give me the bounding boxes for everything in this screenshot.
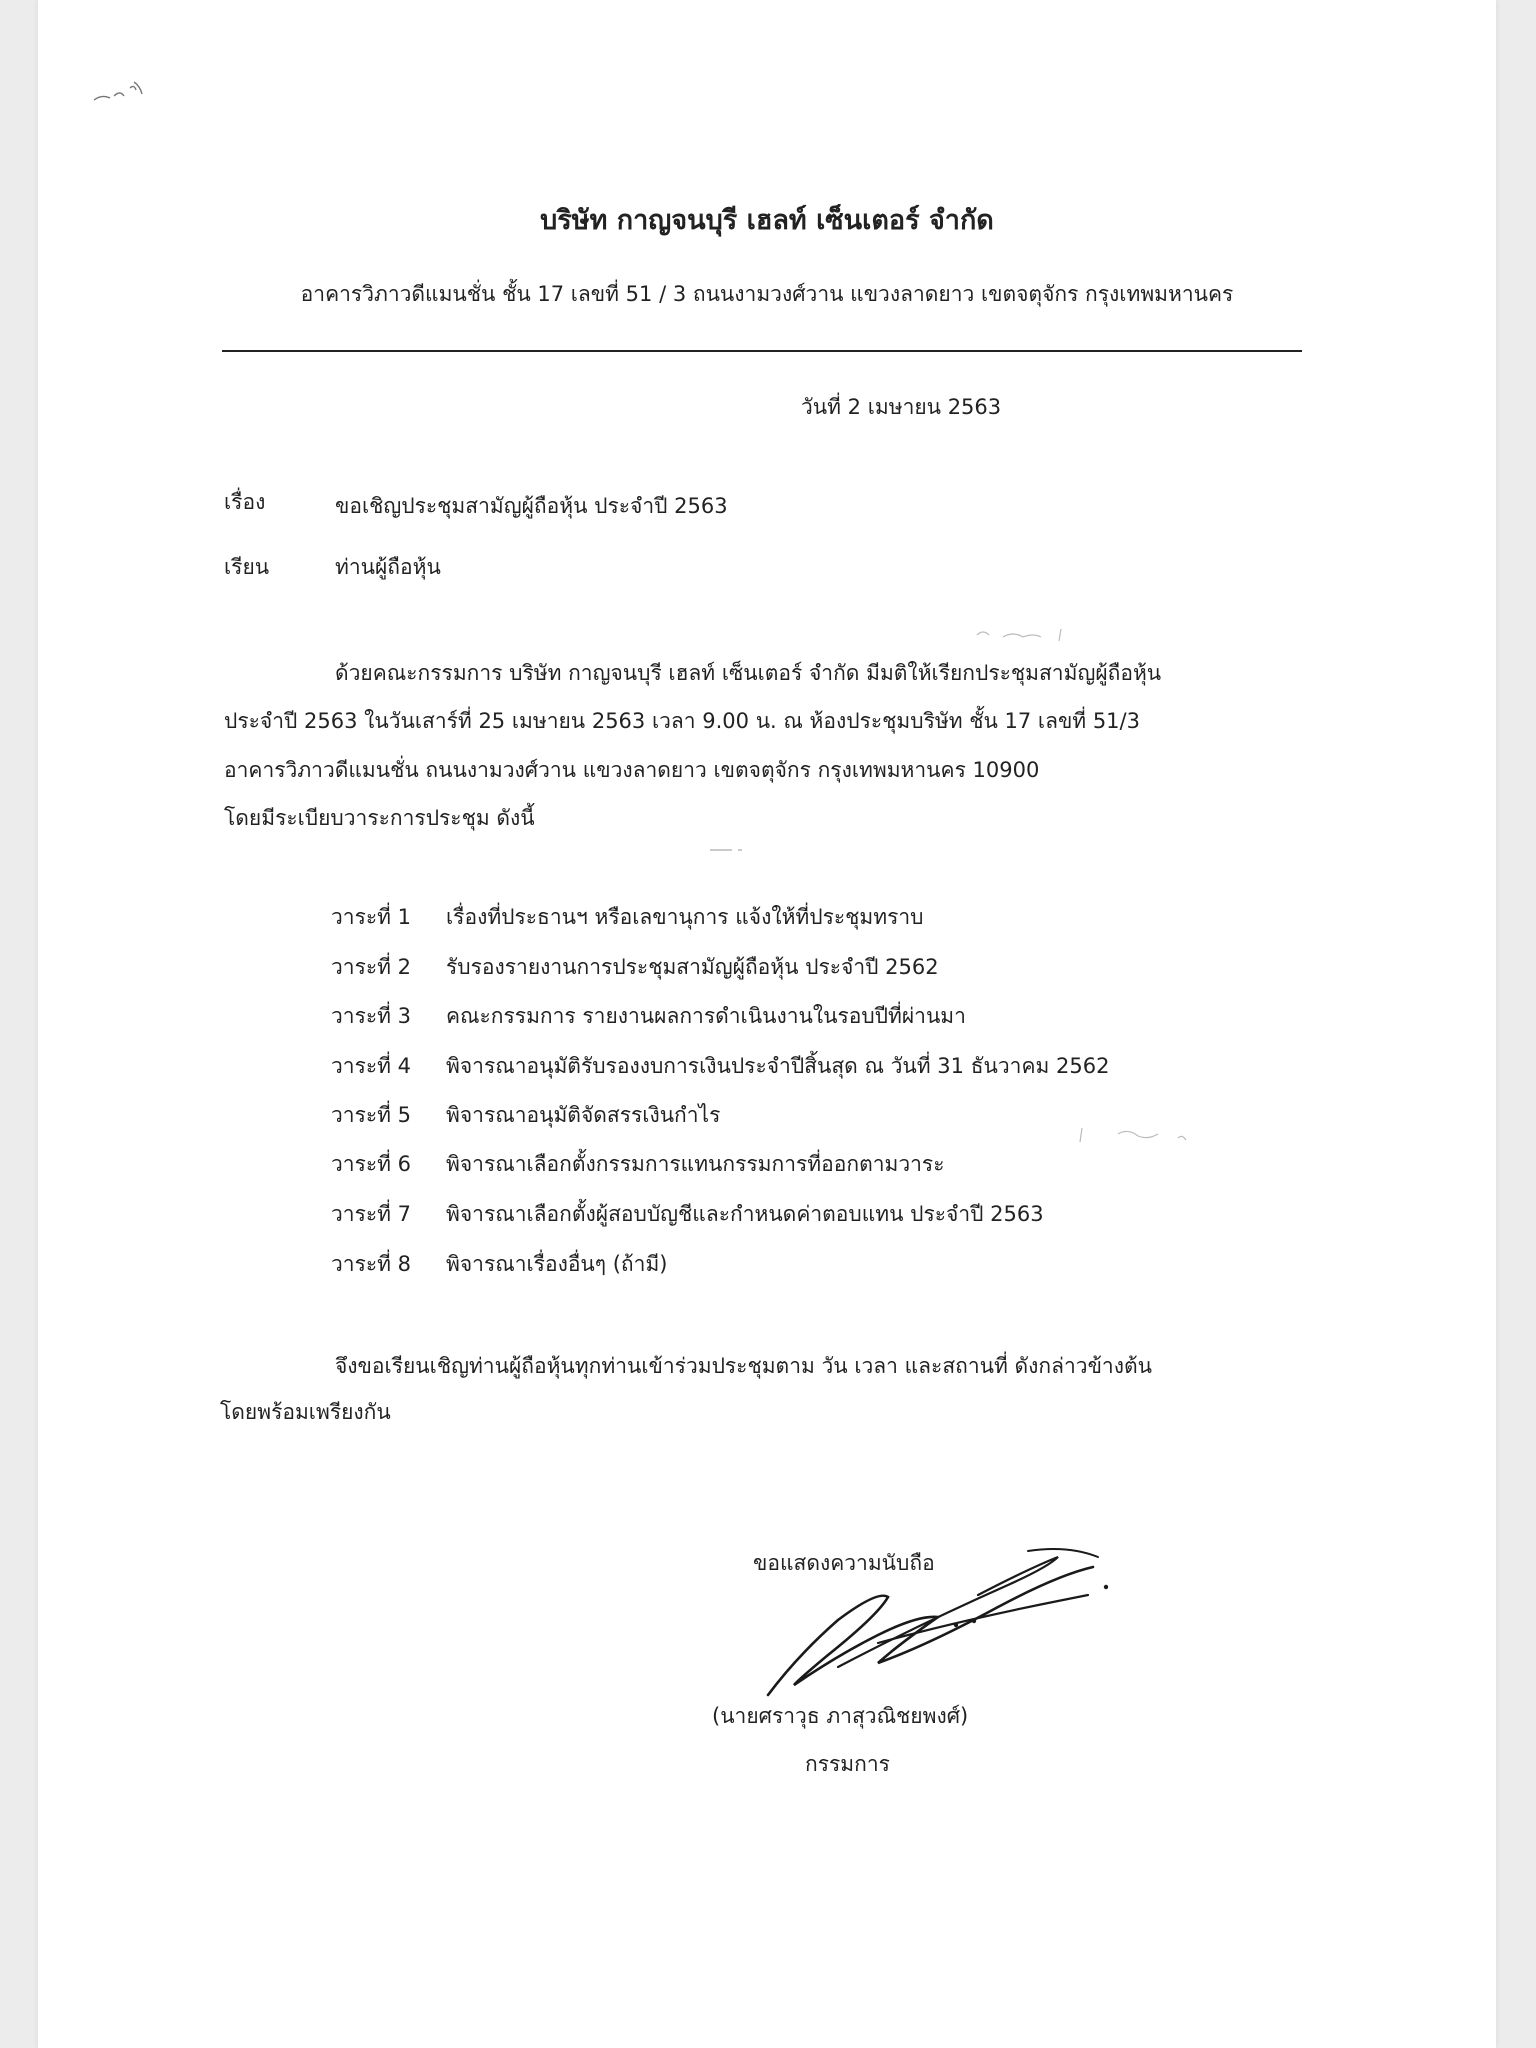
- agenda-item-4-number: วาระที่ 4: [331, 1054, 412, 1078]
- letter-page: [38, 0, 1496, 2048]
- agenda-item-7-text: พิจารณาเลือกตั้งผู้สอบบัญชีและกำหนดค่าตอบแทน ประจำปี 2563: [446, 1202, 1044, 1226]
- company-name: บริษัท กาญจนบุรี เฮลท์ เซ็นเตอร์ จำกัด: [540, 205, 994, 236]
- agenda-item-8-number: วาระที่ 8: [331, 1252, 412, 1276]
- header-divider: [222, 350, 1302, 352]
- signature-regards: ขอแสดงความนับถือ: [753, 1551, 935, 1575]
- closing-line-1: จึงขอเรียนเชิญท่านผู้ถือหุ้นทุกท่านเข้าร่วมประชุมตาม วัน เวลา และสถานที่ ดังกล่าวข้างต้น: [335, 1354, 1152, 1378]
- agenda-item-4-text: พิจารณาอนุมัติรับรองงบการเงินประจำปีสิ้นสุด ณ วันที่ 31 ธันวาคม 2562: [446, 1054, 1110, 1078]
- agenda-item-7-number: วาระที่ 7: [331, 1202, 412, 1226]
- agenda-item-2-text: รับรองรายงานการประชุมสามัญผู้ถือหุ้น ประจำปี 2562: [446, 955, 939, 979]
- scan-mark-faint-2: [708, 846, 748, 854]
- body-line-3: อาคารวิภาวดีแมนชั่น ถนนงามวงศ์วาน แขวงลาดยาว เขตจตุจักร กรุงเทพมหานคร 10900: [224, 758, 1040, 782]
- body-line-2: ประจำปี 2563 ในวันเสาร์ที่ 25 เมษายน 2563 เวลา 9.00 น. ณ ห้องประชุมบริษัท ชั้น 17 เลขที่ 51/3: [224, 709, 1140, 733]
- recipient-label: เรียน: [224, 555, 270, 579]
- agenda-item-8-text: พิจารณาเรื่องอื่นๆ (ถ้ามี): [446, 1252, 668, 1276]
- signatory-name: (นายศราวุธ ภาสุวณิชยพงศ์): [712, 1704, 969, 1728]
- body-line-1: ด้วยคณะกรรมการ บริษัท กาญจนบุรี เฮลท์ เซ็นเตอร์ จำกัด มีมติให้เรียกประชุมสามัญผู้ถือหุ้น: [335, 661, 1162, 685]
- agenda-item-3-number: วาระที่ 3: [331, 1004, 412, 1028]
- agenda-item-6-text: พิจารณาเลือกตั้งกรรมการแทนกรรมการที่ออกตามวาระ: [446, 1152, 945, 1176]
- company-address: อาคารวิภาวดีแมนชั่น ชั้น 17 เลขที่ 51 / 3 ถนนงามวงศ์วาน แขวงลาดยาว เขตจตุจักร กรุงเทพมหานคร: [300, 282, 1234, 306]
- agenda-item-3-text: คณะกรรมการ รายงานผลการดำเนินงานในรอบปีที่ผ่านมา: [446, 1004, 966, 1028]
- body-line-4: โดยมีระเบียบวาระการประชุม ดังนี้: [224, 806, 535, 830]
- agenda-item-2-number: วาระที่ 2: [331, 955, 412, 979]
- agenda-item-1-number: วาระที่ 1: [331, 905, 412, 929]
- scan-mark-top: [90, 76, 160, 106]
- handwritten-signature: [728, 1535, 1128, 1705]
- scan-mark-faint-1: [973, 625, 1073, 645]
- signatory-position: กรรมการ: [805, 1752, 890, 1776]
- recipient-text: ท่านผู้ถือหุ้น: [335, 555, 441, 579]
- agenda-item-6-number: วาระที่ 6: [331, 1152, 412, 1176]
- letter-date: วันที่ 2 เมษายน 2563: [801, 395, 1002, 419]
- scan-mark-faint-3: [1078, 1120, 1198, 1150]
- subject-text: ขอเชิญประชุมสามัญผู้ถือหุ้น ประจำปี 2563: [335, 494, 728, 518]
- agenda-item-5-number: วาระที่ 5: [331, 1103, 412, 1127]
- agenda-item-1-text: เรื่องที่ประธานฯ หรือเลขานุการ แจ้งให้ที่ประชุมทราบ: [446, 905, 924, 929]
- subject-label: เรื่อง: [224, 490, 266, 514]
- closing-line-2: โดยพร้อมเพรียงกัน: [220, 1400, 391, 1424]
- agenda-item-5-text: พิจารณาอนุมัติจัดสรรเงินกำไร: [446, 1103, 721, 1127]
